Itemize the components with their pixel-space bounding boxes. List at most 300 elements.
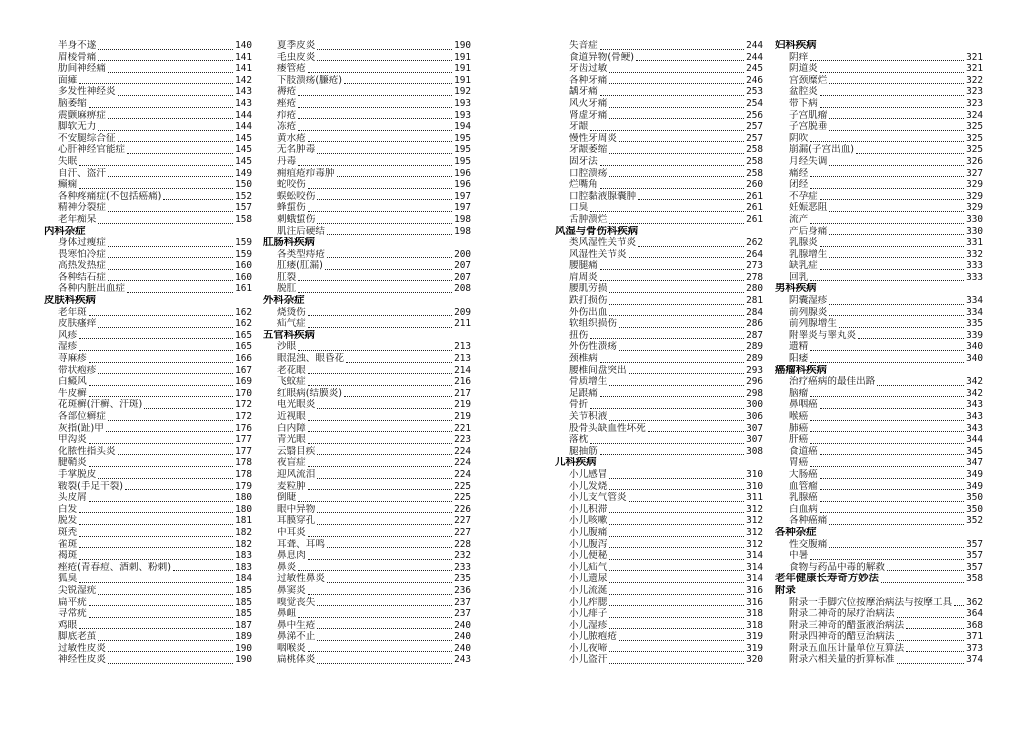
toc-entry[interactable] — [44, 608, 252, 620]
entry-title: 腿抽筋 — [569, 445, 598, 457]
page-number: 261 — [746, 213, 763, 225]
toc-entry[interactable] — [263, 133, 471, 145]
toc-entry[interactable] — [555, 365, 763, 377]
toc-entry[interactable] — [263, 469, 471, 481]
toc-entry[interactable] — [263, 446, 471, 458]
toc-entry[interactable] — [263, 620, 471, 632]
toc-entry[interactable] — [555, 423, 763, 435]
toc-entry[interactable] — [263, 75, 471, 87]
toc-entry[interactable] — [263, 98, 471, 110]
toc-entry[interactable] — [775, 214, 983, 226]
page-number: 312 — [746, 515, 763, 527]
toc-entry[interactable] — [775, 388, 983, 400]
toc-entry[interactable] — [44, 481, 252, 493]
entry-title: 鼻涕不止 — [277, 631, 316, 643]
toc-entry[interactable] — [555, 179, 763, 191]
entry-title: 黄水疮 — [277, 132, 306, 144]
dot-leader — [98, 640, 233, 641]
toc-entry[interactable] — [555, 620, 763, 632]
toc-entry[interactable] — [555, 654, 763, 666]
toc-entry[interactable] — [44, 121, 252, 133]
page-number: 194 — [454, 121, 471, 133]
toc-entry[interactable] — [555, 353, 763, 365]
toc-entry[interactable] — [263, 365, 471, 377]
toc-entry[interactable] — [775, 411, 983, 423]
toc-entry[interactable] — [775, 237, 983, 249]
page-number: 352 — [966, 515, 983, 527]
entry-title: 脱发 — [58, 515, 78, 527]
entry-title: 小儿流涎 — [569, 584, 608, 596]
dot-leader — [308, 651, 452, 652]
page-number: 314 — [746, 573, 763, 585]
toc-entry[interactable] — [555, 585, 763, 597]
toc-entry[interactable] — [775, 307, 983, 319]
toc-entry[interactable] — [555, 399, 763, 411]
toc-entry[interactable] — [555, 550, 763, 562]
page-number: 330 — [966, 213, 983, 225]
toc-entry[interactable] — [263, 515, 471, 527]
toc-entry[interactable] — [555, 121, 763, 133]
toc-entry[interactable] — [555, 330, 763, 342]
entry-title: 小儿便秘 — [569, 550, 608, 562]
toc-entry[interactable] — [775, 272, 983, 284]
dot-leader — [89, 466, 233, 467]
toc-entry[interactable] — [44, 144, 252, 156]
toc-entry[interactable] — [44, 585, 252, 597]
toc-entry[interactable] — [44, 631, 252, 643]
toc-entry[interactable] — [44, 504, 252, 516]
toc-entry[interactable] — [775, 191, 983, 203]
entry-title: 痤疮(青春痘、酒刺、粉刺) — [58, 561, 172, 573]
toc-entry[interactable] — [775, 399, 983, 411]
toc-entry[interactable] — [775, 550, 983, 562]
entry-title: 夜盲症 — [277, 457, 306, 469]
toc-entry[interactable] — [555, 388, 763, 400]
entry-title: 癫痫 — [58, 179, 78, 191]
toc-entry[interactable] — [263, 249, 471, 261]
toc-entry[interactable] — [44, 63, 252, 75]
toc-entry[interactable] — [555, 110, 763, 122]
page-number: 216 — [454, 376, 471, 388]
toc-entry[interactable] — [775, 457, 983, 469]
toc-entry[interactable] — [44, 260, 252, 272]
toc-entry[interactable] — [263, 423, 471, 435]
toc-entry[interactable] — [555, 492, 763, 504]
entry-title: 小儿支气管炎 — [569, 492, 627, 504]
toc-entry[interactable] — [555, 597, 763, 609]
toc-entry[interactable] — [263, 654, 471, 666]
toc-entry[interactable] — [44, 562, 252, 574]
toc-entry[interactable] — [775, 481, 983, 493]
page-number: 314 — [746, 561, 763, 573]
toc-entry[interactable] — [775, 156, 983, 168]
toc-entry[interactable] — [44, 341, 252, 353]
toc-entry[interactable] — [263, 562, 471, 574]
entry-title: 盆腔炎 — [789, 86, 818, 98]
dot-leader — [98, 373, 233, 374]
toc-entry[interactable] — [263, 504, 471, 516]
dot-leader — [881, 582, 964, 583]
dot-leader — [327, 234, 452, 235]
toc-entry[interactable] — [775, 318, 983, 330]
page-number: 326 — [966, 155, 983, 167]
toc-entry[interactable] — [555, 191, 763, 203]
toc-entry[interactable] — [775, 63, 983, 75]
toc-entry[interactable] — [44, 469, 252, 481]
toc-entry[interactable] — [775, 121, 983, 133]
toc-entry[interactable] — [775, 260, 983, 272]
toc-entry[interactable] — [44, 272, 252, 284]
toc-entry[interactable] — [775, 620, 983, 632]
dot-leader — [877, 385, 964, 386]
toc-entry[interactable] — [263, 457, 471, 469]
toc-entry[interactable] — [44, 515, 252, 527]
toc-entry[interactable] — [555, 562, 763, 574]
entry-title: 月经失调 — [789, 155, 828, 167]
entry-title: 类风湿性关节炎 — [569, 237, 637, 249]
page-number: 296 — [746, 376, 763, 388]
toc-entry[interactable] — [263, 168, 471, 180]
entry-title: 湿疹 — [58, 341, 78, 353]
dot-leader — [108, 257, 233, 258]
toc-entry[interactable] — [44, 492, 252, 504]
toc-entry[interactable] — [44, 388, 252, 400]
toc-entry[interactable] — [44, 446, 252, 458]
entry-title: 尖锐湿疣 — [58, 584, 97, 596]
dot-leader — [590, 443, 744, 444]
toc-entry[interactable] — [44, 620, 252, 632]
section-heading: 风湿与骨伤科疾病 — [555, 225, 639, 237]
toc-entry[interactable] — [263, 214, 471, 226]
dot-leader — [308, 315, 452, 316]
toc-entry[interactable] — [555, 515, 763, 527]
dot-leader — [308, 373, 452, 374]
toc-entry[interactable] — [263, 376, 471, 388]
toc-entry[interactable] — [44, 75, 252, 87]
toc-entry[interactable] — [44, 597, 252, 609]
toc-entry[interactable] — [44, 399, 252, 411]
toc-entry[interactable] — [44, 643, 252, 655]
toc-entry[interactable] — [263, 411, 471, 423]
toc-entry[interactable] — [775, 341, 983, 353]
entry-title: 小儿咳嗽 — [569, 515, 608, 527]
entry-title: 落枕 — [569, 434, 589, 446]
dot-leader — [308, 211, 452, 212]
toc-entry[interactable] — [263, 573, 471, 585]
toc-entry[interactable] — [775, 434, 983, 446]
dot-leader — [648, 431, 744, 432]
dot-leader — [629, 373, 745, 374]
toc-entry[interactable] — [263, 353, 471, 365]
toc-entry[interactable] — [775, 515, 983, 527]
toc-entry[interactable] — [555, 318, 763, 330]
toc-entry[interactable] — [44, 214, 252, 226]
toc-entry[interactable] — [775, 469, 983, 481]
toc-entry[interactable] — [775, 608, 983, 620]
toc-entry[interactable] — [775, 75, 983, 87]
page-number: 207 — [454, 271, 471, 283]
toc-entry[interactable] — [263, 144, 471, 156]
toc-entry[interactable] — [263, 318, 471, 330]
toc-entry[interactable] — [44, 573, 252, 585]
entry-title: 扁桃体炎 — [277, 654, 316, 666]
toc-entry[interactable] — [263, 341, 471, 353]
dot-leader — [317, 60, 452, 61]
toc-entry[interactable] — [44, 365, 252, 377]
toc-entry[interactable] — [775, 376, 983, 388]
toc-entry[interactable] — [775, 423, 983, 435]
toc-entry[interactable] — [44, 539, 252, 551]
entry-title: 神经性皮炎 — [58, 654, 106, 666]
toc-entry[interactable] — [555, 98, 763, 110]
toc-entry[interactable] — [263, 539, 471, 551]
toc-entry[interactable] — [775, 539, 983, 551]
dot-leader — [317, 663, 452, 664]
dot-leader — [897, 663, 965, 664]
page-number: 321 — [966, 63, 983, 75]
toc-entry[interactable] — [775, 353, 983, 365]
toc-column-4 — [775, 40, 983, 666]
toc-entry[interactable] — [555, 133, 763, 145]
toc-entry[interactable] — [263, 631, 471, 643]
toc-entry[interactable] — [44, 330, 252, 342]
section-heading: 皮肤科疾病 — [44, 295, 96, 307]
toc-entry[interactable] — [263, 121, 471, 133]
toc-entry[interactable] — [263, 608, 471, 620]
toc-entry[interactable] — [775, 654, 983, 666]
entry-title: 遗精 — [789, 341, 809, 353]
dot-leader — [106, 431, 233, 432]
toc-entry[interactable] — [555, 504, 763, 516]
toc-entry[interactable] — [555, 260, 763, 272]
toc-entry[interactable] — [263, 40, 471, 52]
toc-entry[interactable] — [263, 226, 471, 238]
toc-entry[interactable] — [555, 156, 763, 168]
toc-entry[interactable] — [263, 63, 471, 75]
toc-entry[interactable] — [263, 434, 471, 446]
page-number: 364 — [966, 608, 983, 620]
toc-entry[interactable] — [555, 643, 763, 655]
toc-entry[interactable] — [775, 202, 983, 214]
toc-entry[interactable] — [44, 550, 252, 562]
toc-entry[interactable] — [555, 249, 763, 261]
toc-entry[interactable] — [555, 144, 763, 156]
toc-entry[interactable] — [44, 98, 252, 110]
toc-entry[interactable] — [44, 434, 252, 446]
toc-entry[interactable] — [263, 481, 471, 493]
toc-entry[interactable] — [263, 527, 471, 539]
page-number: 176 — [235, 422, 252, 434]
toc-entry[interactable] — [555, 214, 763, 226]
page-number: 368 — [966, 619, 983, 631]
entry-title: 瘘管疮 — [277, 63, 306, 75]
page-number: 198 — [454, 225, 471, 237]
toc-entry[interactable] — [555, 52, 763, 64]
toc-entry[interactable] — [555, 295, 763, 307]
toc-entry[interactable] — [44, 318, 252, 330]
page-number: 323 — [966, 86, 983, 98]
toc-entry[interactable] — [44, 423, 252, 435]
toc-entry[interactable] — [555, 237, 763, 249]
toc-entry[interactable] — [775, 168, 983, 180]
entry-title: 雀斑 — [58, 538, 78, 550]
toc-entry[interactable] — [44, 179, 252, 191]
toc-entry[interactable] — [44, 86, 252, 98]
toc-entry[interactable] — [555, 168, 763, 180]
entry-title: 耳膜穿孔 — [277, 515, 316, 527]
dot-leader — [127, 292, 233, 293]
toc-entry[interactable] — [555, 411, 763, 423]
toc-entry[interactable] — [775, 133, 983, 145]
toc-entry[interactable] — [263, 110, 471, 122]
toc-entry[interactable] — [555, 272, 763, 284]
toc-entry[interactable] — [44, 249, 252, 261]
toc-entry[interactable] — [555, 434, 763, 446]
toc-entry[interactable] — [775, 86, 983, 98]
toc-entry[interactable] — [44, 376, 252, 388]
toc-entry[interactable] — [44, 110, 252, 122]
toc-entry[interactable] — [44, 237, 252, 249]
entry-title: 鼻咽癌 — [789, 399, 818, 411]
entry-title: 电光眼炎 — [277, 399, 316, 411]
toc-entry[interactable] — [263, 399, 471, 411]
toc-entry[interactable] — [555, 75, 763, 87]
toc-entry[interactable] — [263, 597, 471, 609]
toc-entry[interactable] — [775, 52, 983, 64]
toc-entry[interactable] — [555, 527, 763, 539]
entry-title: 肺癌 — [789, 422, 809, 434]
entry-title: 精神分裂症 — [58, 202, 106, 214]
toc-entry[interactable] — [775, 226, 983, 238]
entry-title: 腰肌劳损 — [569, 283, 608, 295]
entry-title: 治疗癌病的最佳出路 — [789, 376, 876, 388]
toc-entry[interactable] — [44, 52, 252, 64]
page-number: 258 — [746, 167, 763, 179]
toc-entry[interactable] — [775, 98, 983, 110]
toc-entry[interactable] — [775, 492, 983, 504]
toc-entry[interactable] — [775, 179, 983, 191]
toc-entry[interactable] — [263, 179, 471, 191]
toc-entry[interactable] — [263, 643, 471, 655]
page-number: 191 — [454, 51, 471, 63]
toc-entry[interactable] — [263, 283, 471, 295]
toc-entry[interactable] — [775, 631, 983, 643]
dot-leader — [820, 246, 964, 247]
page-number: 197 — [454, 190, 471, 202]
toc-entry[interactable] — [555, 341, 763, 353]
toc-entry[interactable] — [775, 110, 983, 122]
toc-entry[interactable] — [263, 550, 471, 562]
toc-entry[interactable] — [555, 631, 763, 643]
toc-entry[interactable] — [555, 573, 763, 585]
toc-entry[interactable] — [44, 191, 252, 203]
dot-leader — [820, 512, 964, 513]
toc-entry[interactable] — [44, 457, 252, 469]
page-number: 223 — [454, 434, 471, 446]
dot-leader — [344, 396, 452, 397]
toc-entry[interactable] — [555, 446, 763, 458]
toc-entry[interactable] — [263, 156, 471, 168]
toc-entry[interactable] — [44, 411, 252, 423]
toc-entry[interactable] — [775, 446, 983, 458]
page-number: 329 — [966, 179, 983, 191]
toc-entry[interactable] — [44, 654, 252, 666]
toc-entry[interactable] — [44, 353, 252, 365]
toc-entry[interactable] — [263, 86, 471, 98]
toc-entry[interactable] — [263, 388, 471, 400]
toc-entry[interactable] — [263, 492, 471, 504]
toc-entry[interactable] — [775, 330, 983, 342]
toc-entry[interactable] — [44, 133, 252, 145]
toc-entry[interactable] — [555, 481, 763, 493]
page-number: 198 — [454, 213, 471, 225]
dot-leader — [79, 524, 233, 525]
toc-entry[interactable] — [263, 260, 471, 272]
toc-entry[interactable] — [555, 40, 763, 52]
dot-leader — [810, 188, 964, 189]
entry-title: 迎风流泪 — [277, 468, 316, 480]
section-heading-entry[interactable] — [775, 573, 983, 585]
toc-entry[interactable] — [555, 307, 763, 319]
dot-leader — [810, 362, 964, 363]
toc-entry[interactable] — [263, 272, 471, 284]
toc-entry[interactable] — [263, 307, 471, 319]
page-number: 162 — [235, 318, 252, 330]
toc-entry[interactable] — [555, 86, 763, 98]
toc-entry[interactable] — [775, 562, 983, 574]
dot-leader — [337, 176, 453, 177]
page-number: 200 — [454, 248, 471, 260]
toc-entry[interactable] — [775, 597, 983, 609]
toc-entry[interactable] — [555, 376, 763, 388]
dot-leader — [609, 547, 744, 548]
entry-title: 固牙法 — [569, 155, 598, 167]
dot-leader — [298, 617, 452, 618]
toc-entry[interactable] — [44, 156, 252, 168]
toc-entry[interactable] — [44, 202, 252, 214]
toc-entry[interactable] — [775, 295, 983, 307]
toc-entry[interactable] — [555, 283, 763, 295]
dot-leader — [308, 489, 452, 490]
page-number: 158 — [235, 213, 252, 225]
toc-entry[interactable] — [44, 527, 252, 539]
toc-entry[interactable] — [263, 585, 471, 597]
toc-entry[interactable] — [44, 40, 252, 52]
toc-entry[interactable] — [263, 202, 471, 214]
page-number: 273 — [746, 260, 763, 272]
toc-entry[interactable] — [263, 52, 471, 64]
toc-entry[interactable] — [555, 608, 763, 620]
toc-entry[interactable] — [775, 249, 983, 261]
toc-entry[interactable] — [555, 63, 763, 75]
toc-entry[interactable] — [263, 191, 471, 203]
page-number: 191 — [454, 74, 471, 86]
toc-entry[interactable] — [775, 504, 983, 516]
toc-entry[interactable] — [555, 539, 763, 551]
toc-entry[interactable] — [44, 283, 252, 295]
dot-leader — [810, 60, 964, 61]
toc-entry[interactable] — [555, 469, 763, 481]
toc-entry[interactable] — [775, 144, 983, 156]
toc-entry[interactable] — [44, 307, 252, 319]
page-number: 165 — [235, 329, 252, 341]
entry-title: 蛇咬伤 — [277, 179, 306, 191]
toc-entry[interactable] — [44, 168, 252, 180]
entry-title: 牙龈萎缩 — [569, 144, 608, 156]
toc-entry[interactable] — [555, 202, 763, 214]
dot-leader — [89, 315, 233, 316]
toc-entry[interactable] — [775, 643, 983, 655]
